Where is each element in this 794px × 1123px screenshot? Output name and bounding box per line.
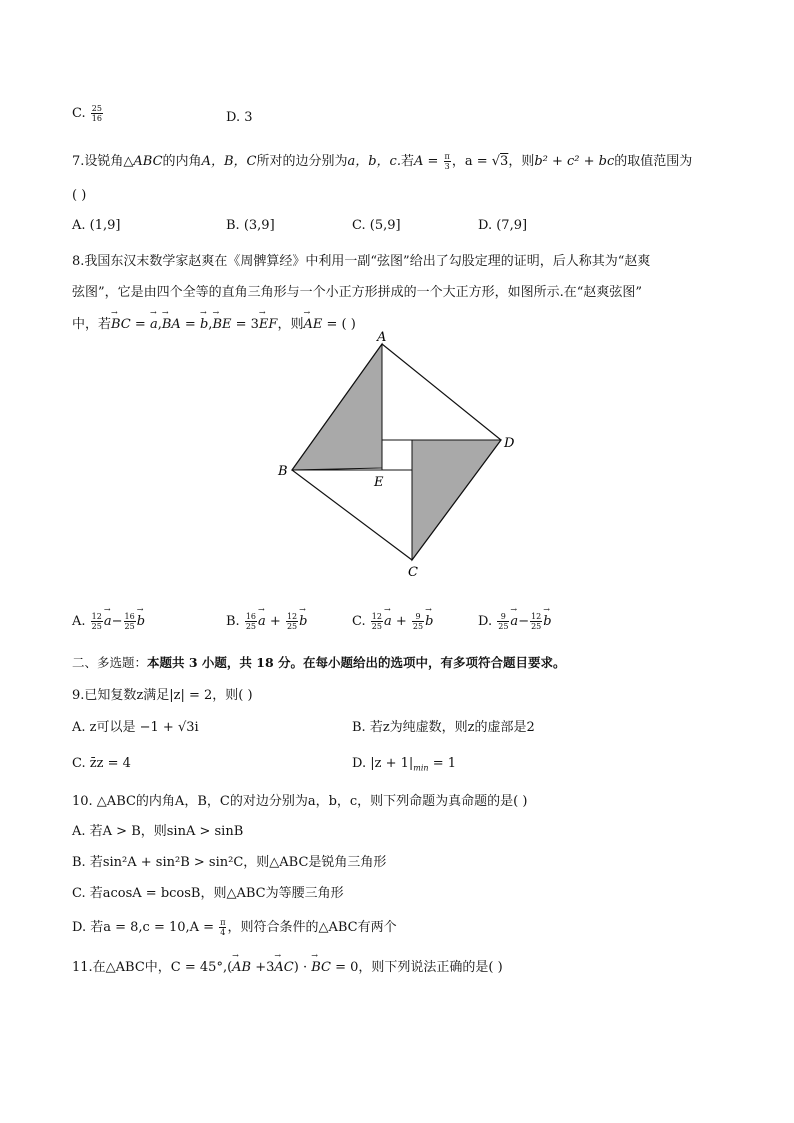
label-a: A xyxy=(377,330,387,345)
q10-option-c: C. 若acosA = bcosB，则△ABC为等腰三角形 xyxy=(72,886,344,901)
q9-stem: 9.已知复数z满足|z| = 2，则( ) xyxy=(72,688,253,703)
q9-option-d: D. $|z + 1|_{min} = 1$ xyxy=(352,756,456,773)
label-e: E xyxy=(374,475,384,490)
q8-stem-line1: 8.我国东汉末数学家赵爽在《周髀算经》中利用一副“弦图”给出了勾股定理的证明，后人称其为“赵爽 xyxy=(72,254,651,269)
q10-option-a: A. 若A > B，则sinA > sinB xyxy=(72,824,244,839)
label-b: B xyxy=(278,464,288,479)
q7-option-a: A. (1,9] xyxy=(72,218,121,233)
zhao-shuang-figure xyxy=(260,330,540,580)
q7-answer-paren: ( ) xyxy=(72,188,87,203)
q8-option-d: D. $\frac{9}{25}$ → a− $\frac{12}{25}$ → b xyxy=(478,612,552,631)
q7-option-b: B. (3,9] xyxy=(226,218,275,233)
q7-stem: 7.设锐角△ABC的内角A，B，C所对的边分别为a，b，c.若A = $\frac{\pi}{3}$ ，a = √3，则b² + c² + bc的取值范围为 xyxy=(72,152,693,171)
q10-option-d: D. 若a = 8,c = 10,A = $\frac{\pi}{4}$ ，则符合条件的△ABC有两个 xyxy=(72,918,397,937)
section-heading-multi-choice: 二、多选题：本题共 3 小题，共 18 分。在每小题给出的选项中，有多项符合题目要求。 xyxy=(72,655,566,670)
q9-option-a: A. z可以是 −1 + √3i xyxy=(72,720,199,735)
q9-option-c: C. z̄z = 4 xyxy=(72,756,131,771)
q8-stem-line2: 弦图”，它是由四个全等的直角三角形与一个小正方形拼成的一个大正方形，如图所示.在“赵爽弦图” xyxy=(72,285,643,300)
q8-stem-line3: 中，若→ BC = → a,→ BA = → b,→ BE = 3→ EF，则→ AE = ( ) xyxy=(72,313,356,332)
label-c: C xyxy=(408,565,418,580)
q10-option-b: B. 若sin²A + sin²B > sin²C，则△ABC是锐角三角形 xyxy=(72,855,387,870)
label-d: D xyxy=(504,436,515,451)
q8-option-a: A. $\frac{12}{25}$ → a− $\frac{16}{25}$ → b xyxy=(72,612,145,631)
q7-option-d: D. (7,9] xyxy=(478,218,528,233)
q9-option-b: B. 若z为纯虚数，则z的虚部是2 xyxy=(352,720,535,735)
q6-option-c: C. $\frac{25}{16}$ xyxy=(72,104,102,123)
q10-stem: 10. △ABC的内角A，B，C的对边分别为a，b，c，则下列命题为真命题的是( ) xyxy=(72,794,528,809)
q8-option-c: C. $\frac{12}{25}$ → a + $\frac{9}{25}$ → b xyxy=(352,612,433,631)
q8-option-b: B. $\frac{16}{25}$ → a + $\frac{12}{25}$ → b xyxy=(226,612,307,631)
q7-option-c: C. (5,9] xyxy=(352,218,401,233)
q11-stem: 11.在△ABC中，C = 45°,(→ AB +3→ AC) · → BC = 0，则下列说法正确的是( ) xyxy=(72,956,503,975)
q6-option-d: D. 3 xyxy=(226,110,253,125)
